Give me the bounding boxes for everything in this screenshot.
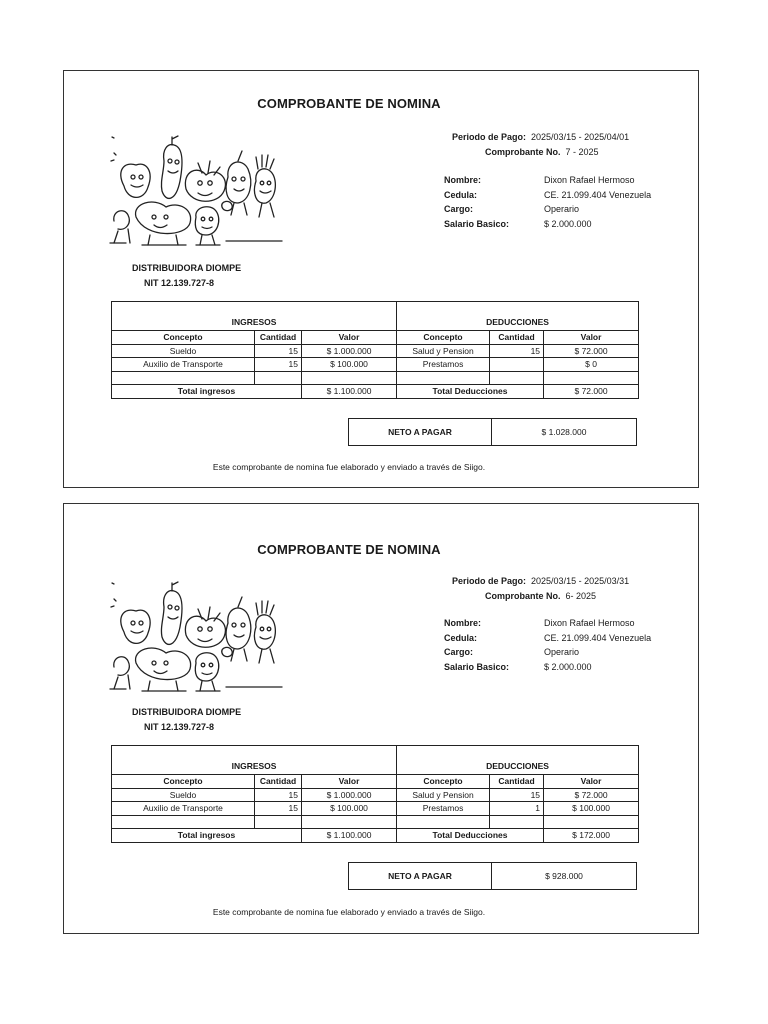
employee-role-value: Operario xyxy=(544,204,580,214)
deduccion-cantidad xyxy=(490,358,544,372)
col-concepto: Concepto xyxy=(112,775,255,789)
net-pay-label: NETO A PAGAR xyxy=(349,419,492,445)
ingreso-cantidad: 15 xyxy=(255,344,302,358)
receipt-number-label: Comprobante No. xyxy=(485,591,561,601)
payslip-title: COMPROBANTE DE NOMINA xyxy=(257,96,441,111)
base-salary-value: $ 2.000.000 xyxy=(544,661,592,672)
table-row xyxy=(112,815,639,829)
col-cantidad: Cantidad xyxy=(490,775,544,789)
company-nit: NIT 12.139.727-8 xyxy=(144,721,215,732)
total-ingresos-value: $ 1.100.000 xyxy=(302,829,397,843)
period-block xyxy=(452,574,629,604)
table-row xyxy=(112,358,639,372)
deduccion-concepto xyxy=(397,815,490,829)
totals-row xyxy=(112,829,639,843)
vegetables-logo-icon xyxy=(106,131,296,251)
deduccion-valor: $ 72.000 xyxy=(544,344,639,358)
employee-info xyxy=(444,173,651,231)
employee-name-value: Dixon Rafael Hermoso xyxy=(544,618,635,628)
total-deducciones-value: $ 72.000 xyxy=(544,385,639,399)
deduccion-concepto: Prestamos xyxy=(397,358,490,372)
net-pay-value: $ 1.028.000 xyxy=(541,427,587,437)
deduccion-cantidad: 15 xyxy=(490,788,544,802)
ingreso-valor: $ 1.000.000 xyxy=(302,788,397,802)
col-cantidad: Cantidad xyxy=(490,331,544,345)
deduccion-concepto: Prestamos xyxy=(397,802,490,816)
employee-id-label: Cedula: xyxy=(444,189,478,200)
col-valor: Valor xyxy=(544,331,639,345)
col-concepto: Concepto xyxy=(397,775,490,789)
col-valor: Valor xyxy=(302,331,397,345)
employee-name-label: Nombre: xyxy=(444,618,482,628)
company-name: DISTRIBUIDORA DIOMPE xyxy=(132,263,242,273)
total-ingresos-value: $ 1.100.000 xyxy=(302,385,397,399)
deducciones-header: DEDUCCIONES xyxy=(397,302,639,331)
ingreso-concepto: Sueldo xyxy=(112,344,255,358)
employee-role-label: Cargo: xyxy=(444,204,473,214)
ingreso-cantidad: 15 xyxy=(255,358,302,372)
total-ingresos-label: Total ingresos xyxy=(112,385,302,399)
payroll-table xyxy=(111,745,639,843)
section-header-row xyxy=(112,746,639,775)
payroll-table xyxy=(111,301,639,399)
net-pay-box xyxy=(348,862,637,890)
deduccion-cantidad: 15 xyxy=(490,344,544,358)
ingreso-valor xyxy=(302,815,397,829)
net-pay-value: $ 928.000 xyxy=(545,871,583,881)
payslip-card xyxy=(63,503,699,934)
table-row xyxy=(112,788,639,802)
deduccion-concepto: Salud y Pension xyxy=(397,788,490,802)
base-salary-label: Salario Basico: xyxy=(444,218,510,229)
deduccion-concepto: Salud y Pension xyxy=(397,344,490,358)
deduccion-cantidad xyxy=(490,371,544,385)
employee-name-label: Nombre: xyxy=(444,175,482,185)
ingreso-valor: $ 1.000.000 xyxy=(302,344,397,358)
deduccion-valor xyxy=(544,815,639,829)
total-deducciones-value: $ 172.000 xyxy=(544,829,639,843)
company-block xyxy=(132,261,241,290)
period-value: 2025/03/15 - 2025/03/31 xyxy=(531,576,630,586)
deduccion-concepto xyxy=(397,371,490,385)
ingreso-valor xyxy=(302,371,397,385)
receipt-number-label: Comprobante No. xyxy=(485,147,561,157)
table-row xyxy=(112,371,639,385)
employee-info xyxy=(444,616,651,674)
ingreso-valor: $ 100.000 xyxy=(302,358,397,372)
ingreso-concepto: Sueldo xyxy=(112,788,255,802)
ingreso-valor: $ 100.000 xyxy=(302,802,397,816)
period-label: Periodo de Pago: xyxy=(452,576,527,586)
deduccion-valor: $ 72.000 xyxy=(544,788,639,802)
ingreso-cantidad: 15 xyxy=(255,802,302,816)
ingresos-header: INGRESOS xyxy=(112,302,397,331)
col-concepto: Concepto xyxy=(397,331,490,345)
col-valor: Valor xyxy=(302,775,397,789)
deduccion-cantidad xyxy=(490,815,544,829)
deduccion-cantidad: 1 xyxy=(490,802,544,816)
ingreso-concepto: Auxilio de Transporte xyxy=(112,802,255,816)
table-row xyxy=(112,344,639,358)
total-deducciones-label: Total Deducciones xyxy=(397,385,544,399)
deduccion-valor xyxy=(544,371,639,385)
ingresos-header: INGRESOS xyxy=(112,746,397,775)
column-header-row xyxy=(112,775,639,789)
table-row xyxy=(112,802,639,816)
ingreso-cantidad: 15 xyxy=(255,788,302,802)
employee-name-value: Dixon Rafael Hermoso xyxy=(544,175,635,185)
total-deducciones-label: Total Deducciones xyxy=(397,829,544,843)
total-ingresos-label: Total ingresos xyxy=(112,829,302,843)
payslip-card xyxy=(63,70,699,488)
company-block xyxy=(132,705,241,734)
base-salary-value: $ 2.000.000 xyxy=(544,218,592,229)
ingreso-concepto xyxy=(112,371,255,385)
totals-row xyxy=(112,385,639,399)
period-label: Periodo de Pago: xyxy=(452,132,527,142)
company-nit: NIT 12.139.727-8 xyxy=(144,277,215,288)
deduccion-valor: $ 0 xyxy=(544,358,639,372)
employee-id-value: CE. 21.099.404 Venezuela xyxy=(544,189,652,200)
net-pay-label: NETO A PAGAR xyxy=(349,863,492,889)
net-pay-box xyxy=(348,418,637,446)
deduccion-valor: $ 100.000 xyxy=(544,802,639,816)
column-header-row xyxy=(112,331,639,345)
footer-note: Este comprobante de nomina fue elaborado y enviado a través de Siigo. xyxy=(212,907,486,917)
employee-id-value: CE. 21.099.404 Venezuela xyxy=(544,632,652,643)
base-salary-label: Salario Basico: xyxy=(444,661,510,672)
period-value: 2025/03/15 - 2025/04/01 xyxy=(531,132,630,142)
ingreso-cantidad xyxy=(255,815,302,829)
col-valor: Valor xyxy=(544,775,639,789)
ingreso-concepto: Auxilio de Transporte xyxy=(112,358,255,372)
payslip-title: COMPROBANTE DE NOMINA xyxy=(257,542,441,557)
period-block xyxy=(452,130,629,160)
section-header-row xyxy=(112,302,639,331)
company-name: DISTRIBUIDORA DIOMPE xyxy=(132,707,242,717)
vegetables-logo-icon xyxy=(106,577,296,697)
col-cantidad: Cantidad xyxy=(255,331,302,345)
ingreso-cantidad xyxy=(255,371,302,385)
employee-id-label: Cedula: xyxy=(444,632,478,643)
employee-role-label: Cargo: xyxy=(444,647,473,657)
receipt-number-value: 6- 2025 xyxy=(565,591,597,601)
ingreso-concepto xyxy=(112,815,255,829)
col-cantidad: Cantidad xyxy=(255,775,302,789)
employee-role-value: Operario xyxy=(544,647,580,657)
footer-note: Este comprobante de nomina fue elaborado y enviado a través de Siigo. xyxy=(212,462,486,472)
deducciones-header: DEDUCCIONES xyxy=(397,746,639,775)
receipt-number-value: 7 - 2025 xyxy=(565,147,599,157)
col-concepto: Concepto xyxy=(112,331,255,345)
